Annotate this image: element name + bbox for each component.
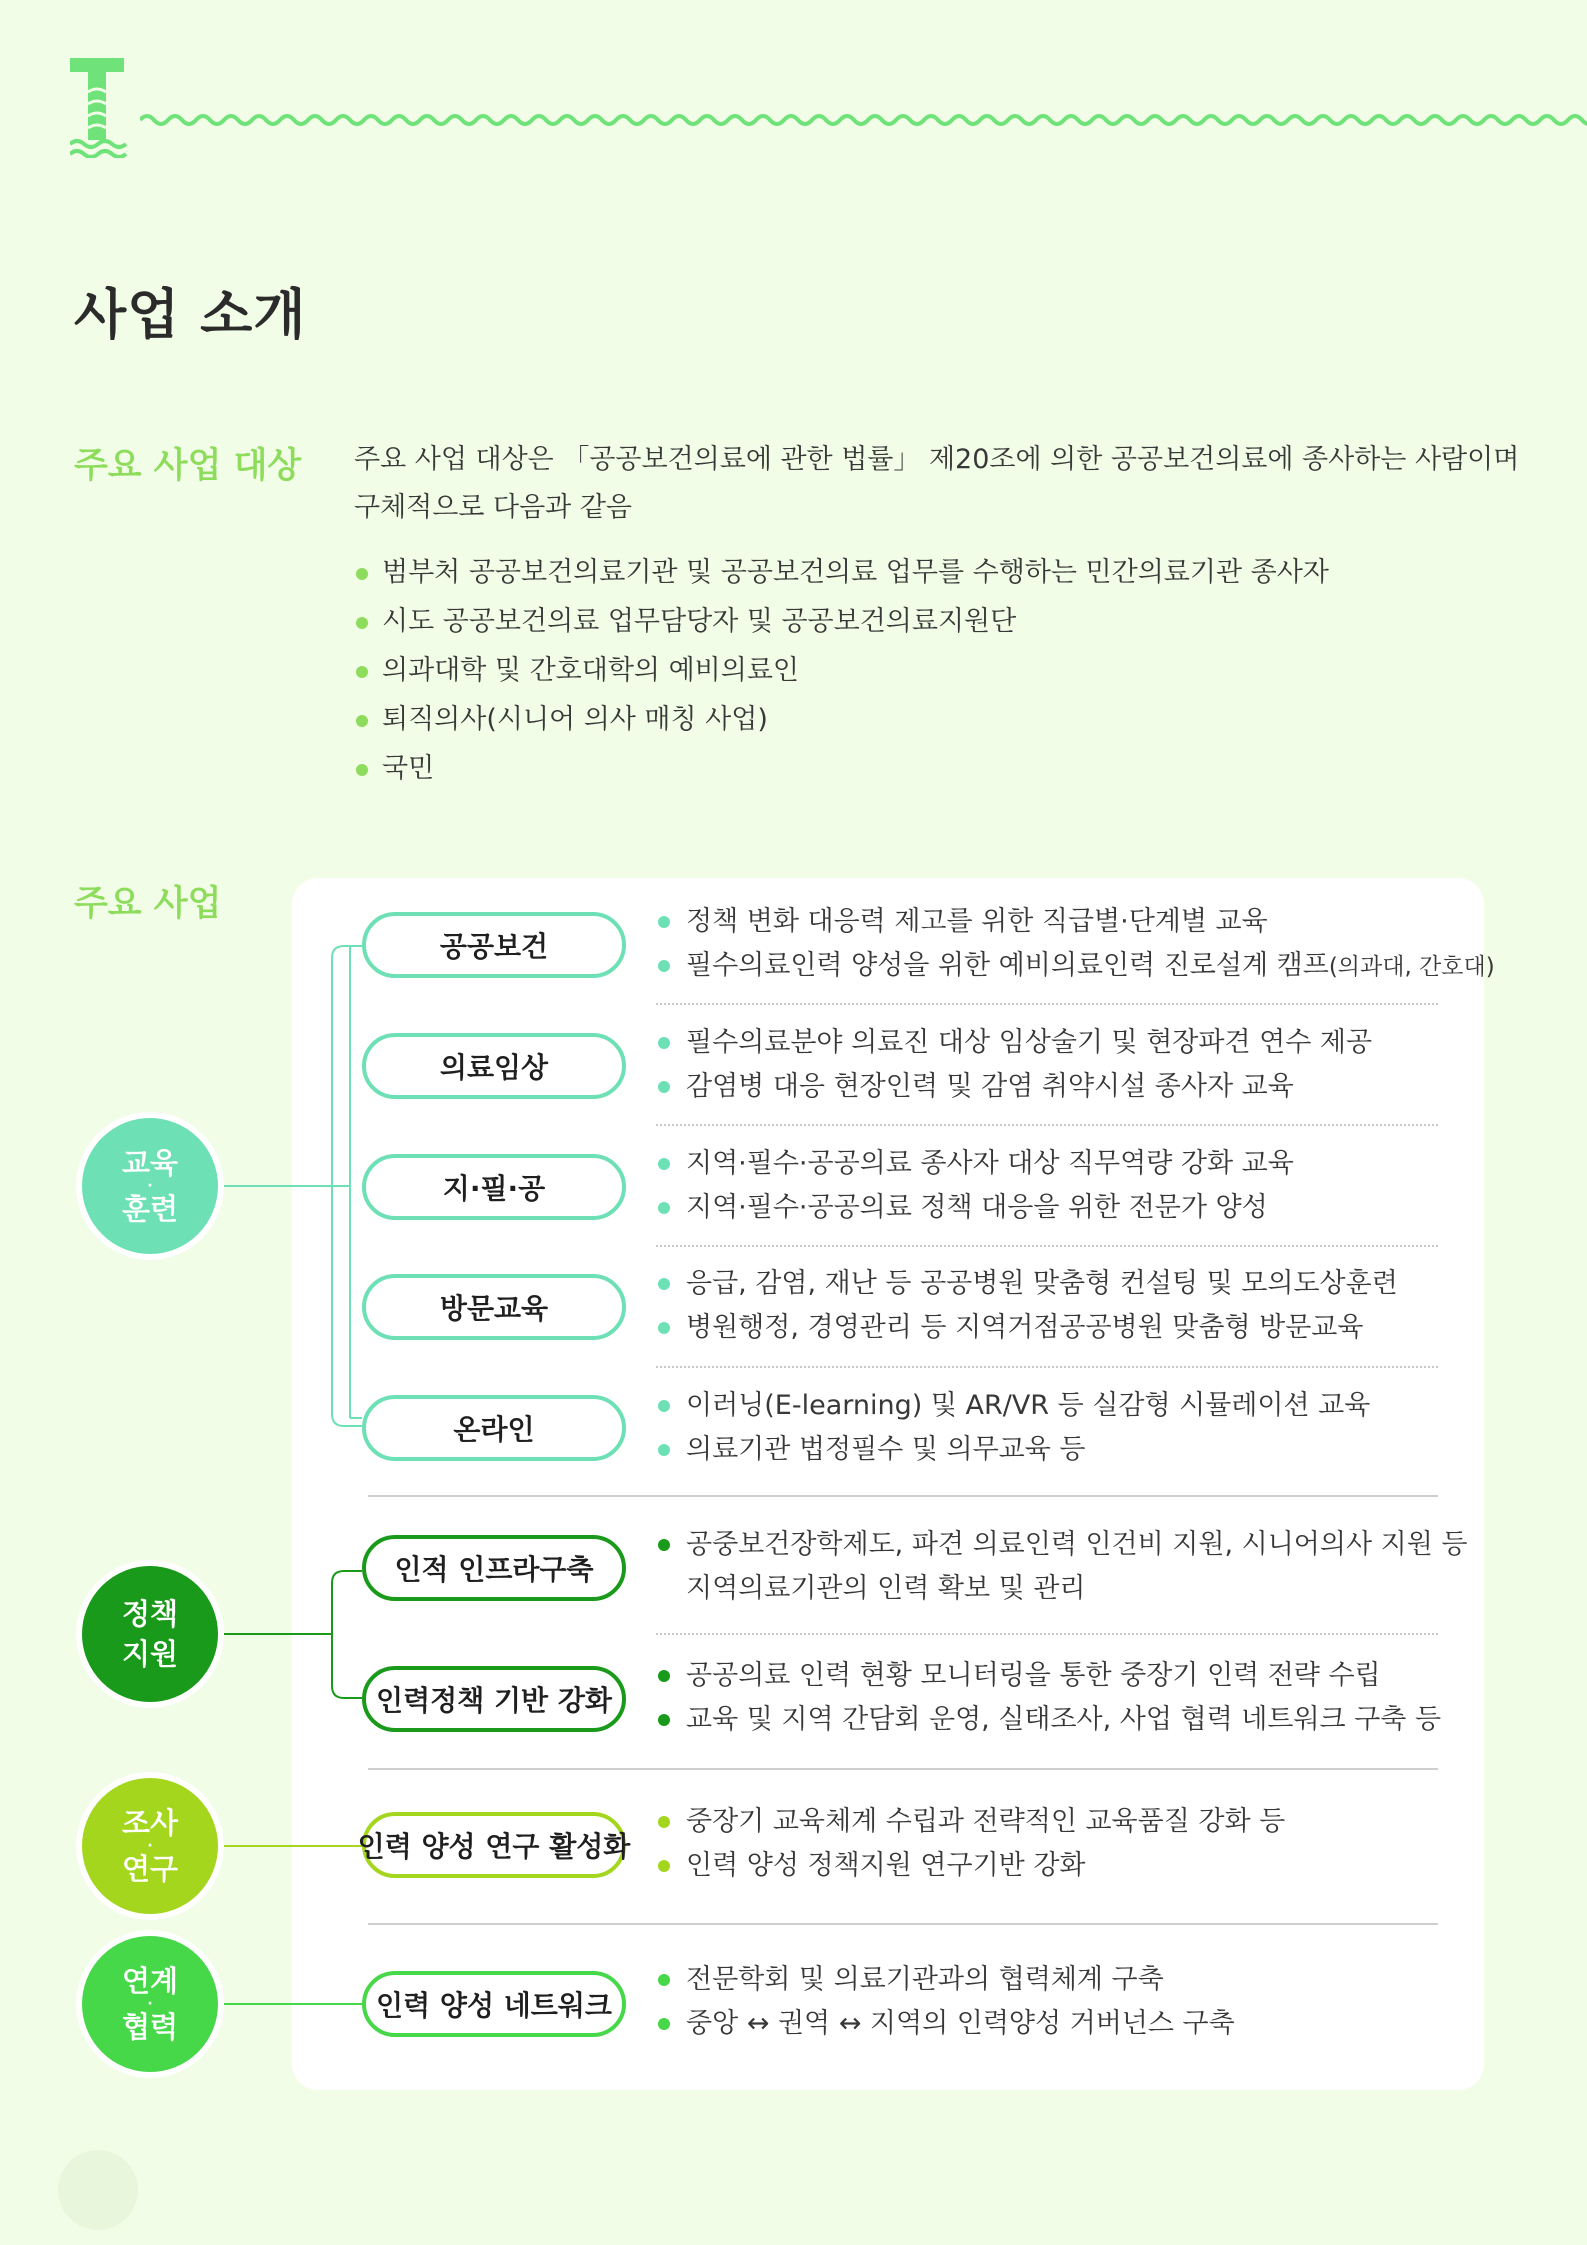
category-policy-support xyxy=(76,1560,224,1708)
group-divider xyxy=(368,1495,1438,1497)
list-item: 정책 변화 대응력 제고를 위한 직급별·단계별 교육 xyxy=(656,900,1495,944)
program-details-policy-base xyxy=(656,1654,1441,1742)
program-pill-online: 온라인 xyxy=(362,1395,626,1461)
program-details-online xyxy=(656,1384,1370,1472)
program-details-regional xyxy=(656,1142,1294,1230)
program-details-visiting xyxy=(656,1262,1398,1350)
targets-intro-line1: 주요 사업 대상은 「공공보건의료에 관한 법률」 제20조에 의한 공공보건의료에 종사하는 사람이며 xyxy=(354,444,1520,475)
category-label: 조사 xyxy=(121,1806,179,1840)
category-label: 협력 xyxy=(121,2010,179,2044)
category-separator: · xyxy=(147,1838,153,1854)
program-details-clinical xyxy=(656,1021,1372,1109)
category-label: 연계 xyxy=(121,1964,179,1998)
divider xyxy=(656,1366,1438,1368)
list-item: 지역·필수·공공의료 종사자 대상 직무역량 강화 교육 xyxy=(656,1142,1294,1186)
program-pill-visiting: 방문교육 xyxy=(362,1274,626,1340)
list-item: 의료기관 법정필수 및 의무교육 등 xyxy=(656,1428,1370,1472)
list-item: 응급, 감염, 재난 등 공공병원 맞춤형 컨설팅 및 모의도상훈련 xyxy=(656,1262,1398,1306)
list-item: 지역의료기관의 인력 확보 및 관리 xyxy=(686,1573,1086,1604)
list-item: 퇴직의사(시니어 의사 매칭 사업) xyxy=(354,695,1329,744)
list-item: 전문학회 및 의료기관과의 협력체계 구축 xyxy=(656,1958,1235,2002)
list-item: 지역·필수·공공의료 정책 대응을 위한 전문가 양성 xyxy=(656,1186,1294,1230)
program-details-infrastructure xyxy=(656,1523,1467,1611)
divider xyxy=(656,1633,1438,1635)
program-pill-network: 인력 양성 네트워크 xyxy=(362,1971,626,2037)
list-item: 교육 및 지역 간담회 운영, 실태조사, 사업 협력 네트워크 구축 등 xyxy=(656,1698,1441,1742)
list-item: 인력 양성 정책지원 연구기반 강화 xyxy=(656,1844,1285,1888)
program-details-research xyxy=(656,1800,1285,1888)
group-divider xyxy=(368,1768,1438,1770)
category-separator: · xyxy=(147,1178,153,1194)
category-label: 정책 xyxy=(121,1597,179,1631)
category-label: 연구 xyxy=(121,1852,179,1886)
program-pill-research: 인력 양성 연구 활성화 xyxy=(362,1812,626,1878)
program-pill-infrastructure: 인적 인프라구축 xyxy=(362,1535,626,1601)
program-details-public-health xyxy=(656,900,1495,989)
list-item: 이러닝(E-learning) 및 AR/VR 등 실감형 시뮬레이션 교육 xyxy=(656,1384,1370,1428)
list-item: 공공의료 인력 현황 모니터링을 통한 중장기 인력 전략 수립 xyxy=(656,1654,1441,1698)
list-item: 공중보건장학제도, 파견 의료인력 인건비 지원, 시니어의사 지원 등 xyxy=(656,1523,1467,1567)
list-item: 중앙 ↔ 권역 ↔ 지역의 인력양성 거버넌스 구축 xyxy=(656,2002,1235,2046)
category-research xyxy=(76,1772,224,1920)
program-details-network xyxy=(656,1958,1235,2046)
list-item-text: 필수의료인력 양성을 위한 예비의료인력 진로설계 캠프 xyxy=(686,950,1329,981)
category-label: 교육 xyxy=(121,1146,179,1180)
list-item: 범부처 공공보건의료기관 및 공공보건의료 업무를 수행하는 민간의료기관 종사자 xyxy=(354,548,1329,597)
program-pill-policy-base: 인력정책 기반 강화 xyxy=(362,1666,626,1732)
category-cooperation xyxy=(76,1930,224,2078)
list-item-note: (의과대, 간호대) xyxy=(1328,954,1495,980)
list-item: 의과대학 및 간호대학의 예비의료인 xyxy=(354,646,1329,695)
section-label-targets: 주요 사업 대상 xyxy=(74,446,302,486)
divider xyxy=(656,1124,1438,1126)
list-item: 감염병 대응 현장인력 및 감염 취약시설 종사자 교육 xyxy=(656,1065,1372,1109)
category-education-training xyxy=(76,1112,224,1260)
section-label-business: 주요 사업 xyxy=(74,884,222,924)
program-pill-clinical: 의료임상 xyxy=(362,1033,626,1099)
divider xyxy=(656,1245,1438,1247)
group-divider xyxy=(368,1923,1438,1925)
category-label: 훈련 xyxy=(121,1192,179,1226)
list-item: 국민 xyxy=(354,744,1329,793)
category-label: 지원 xyxy=(121,1637,179,1671)
targets-intro-line2: 구체적으로 다음과 같음 xyxy=(354,492,632,523)
list-item xyxy=(656,944,1495,989)
list-item: 중장기 교육체계 수립과 전략적인 교육품질 강화 등 xyxy=(656,1800,1285,1844)
list-item: 병원행정, 경영관리 등 지역거점공공병원 맞춤형 방문교육 xyxy=(656,1306,1398,1350)
program-pill-regional: 지·필·공 xyxy=(362,1154,626,1220)
program-pill-public-health: 공공보건 xyxy=(362,912,626,978)
list-item: 시도 공공보건의료 업무담당자 및 공공보건의료지원단 xyxy=(354,597,1329,646)
category-separator: · xyxy=(147,1996,153,2012)
divider xyxy=(656,1003,1438,1005)
page-number-badge xyxy=(58,2150,138,2230)
page-title: 사업 소개 xyxy=(74,283,307,346)
list-item: 필수의료분야 의료진 대상 임상술기 및 현장파견 연수 제공 xyxy=(656,1021,1372,1065)
